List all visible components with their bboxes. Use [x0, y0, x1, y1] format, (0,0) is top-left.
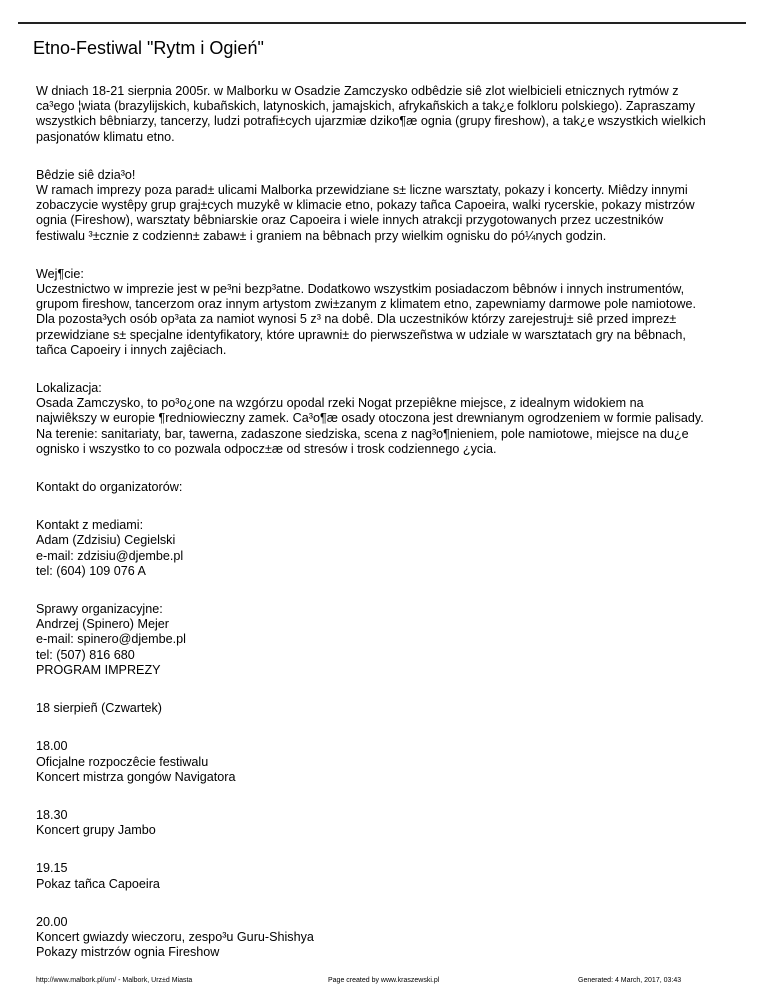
- media-contact: Kontakt z mediami: Adam (Zdzisiu) Cegielski e-mail: zdzisiu@djembe.pl tel: (604) 109 076 A: [36, 518, 184, 578]
- spacer: [36, 716, 736, 739]
- day-heading: 18 sierpieñ (Czwartek): [36, 701, 162, 716]
- spacer: [36, 678, 736, 701]
- location-paragraph: Lokalizacja: Osada Zamczysko, to po³o¿one na wzgórzu opodal rzeki Nogat przepiêkne miejsce, z idealnym widokiem na najwiêkszy w europie ¶redniowieczny zamek. Ca³o¶æ osady otoczona jest drewnianym ogrodzeniem w formie palisady. Na terenie: sanitariaty, bar, tawerna, zadaszone siedziska, scena z nag³o¶nieniem, pole namiotowe, miejsce na du¿e ognisko i wszystko to co pozwala odpocz±æ od stresów i trosk codziennego ¿ycia.: [36, 381, 704, 456]
- top-rule: [18, 22, 746, 24]
- schedule-item: 19.15 Pokaz tañca Capoeira: [36, 861, 160, 891]
- organization-contact: Sprawy organizacyjne: Andrzej (Spinero) Mejer e-mail: spinero@djembe.pl tel: (507) 816 680 PROGRAM IMPREZY: [36, 602, 186, 677]
- page-title: Etno-Festiwal "Rytm i Ogień": [33, 38, 264, 58]
- footer-credit: Page created by www.kraszewski.pl: [328, 977, 440, 984]
- schedule-item: 20.00 Koncert gwiazdy wieczoru, zespo³u Guru-Shishya Pokazy mistrzów ognia Fireshow: [36, 914, 314, 960]
- spacer: [36, 358, 736, 381]
- schedule-item: 18.00 Oficjalne rozpoczêcie festiwalu Koncert mistrza gongów Navigatora: [36, 739, 236, 784]
- contact-heading: Kontakt do organizatorów:: [36, 480, 183, 495]
- spacer: [36, 495, 736, 518]
- article-body: [36, 84, 736, 960]
- intro-paragraph: W dniach 18-21 sierpnia 2005r. w Malborku w Osadzie Zamczysko odbêdzie siê zlot wielbicieli etnicznych rytmów z ca³ego ¦wiata (brazylijskich, kubañskich, latynoskich, jamajskich, afrykañskich a tak¿e folkloru polskiego). Zapraszamy wszystkich bêbniarzy, tancerzy, ludzi potrafi±cych ujarzmiæ dziko¶æ ognia (grupy fireshow), a tak¿e wszystkich wielkich pasjonatów klimatu etno.: [36, 84, 706, 144]
- entry-paragraph: Wej¶cie: Uczestnictwo w imprezie jest w pe³ni bezp³atne. Dodatkowo wszystkim posiadaczom bêbnów i innych instrumentów, grupom fireshow, tancerzom oraz innym artystom zwi±zanym z klimatem etno, zapewniamy darmowe pole namiotowe. Dla pozosta³ych osób op³ata za namiot wynosi 5 z³ na dobê. Dla uczestników którzy zarejestruj± siê przed imprez± przewidziane s± specjalne identyfikatory, które uprawni± do pierwszeñstwa w udziale w warsztatach gry na bêbnach, tañca Capoeiry i innych zajêciach.: [36, 266, 696, 357]
- spacer: [36, 579, 736, 602]
- schedule-item: 18.30 Koncert grupy Jambo: [36, 807, 156, 838]
- spacer: [36, 244, 736, 267]
- footer-source-link[interactable]: http://www.malbork.pl/um/ - Malbork, Urz±d Miasta: [36, 977, 193, 984]
- spacer: [36, 838, 736, 861]
- program-paragraph: Bêdzie siê dzia³o! W ramach imprezy poza parad± ulicami Malborka przewidziane s± liczne warsztaty, pokazy i koncerty. Miêdzy innymi zobaczycie wystêpy grup graj±cych muzykê w klimacie etno, pokazy tañca Capoeira, walki rycerskie, pokazy mistrzów ognia (Fireshow), warsztaty bêbniarskie oraz Capoeira i wiele innych atrakcji przygotowanych przez uczestników festiwalu ³±cznie z codzienn± zabaw± i graniem na bêbnach przy wielkim ognisku do pó¼nych godzin.: [36, 167, 695, 243]
- spacer: [36, 145, 736, 168]
- spacer: [36, 785, 736, 808]
- footer-generated-date: Generated: 4 March, 2017, 03:43: [578, 977, 682, 984]
- spacer: [36, 457, 736, 480]
- spacer: [36, 892, 736, 915]
